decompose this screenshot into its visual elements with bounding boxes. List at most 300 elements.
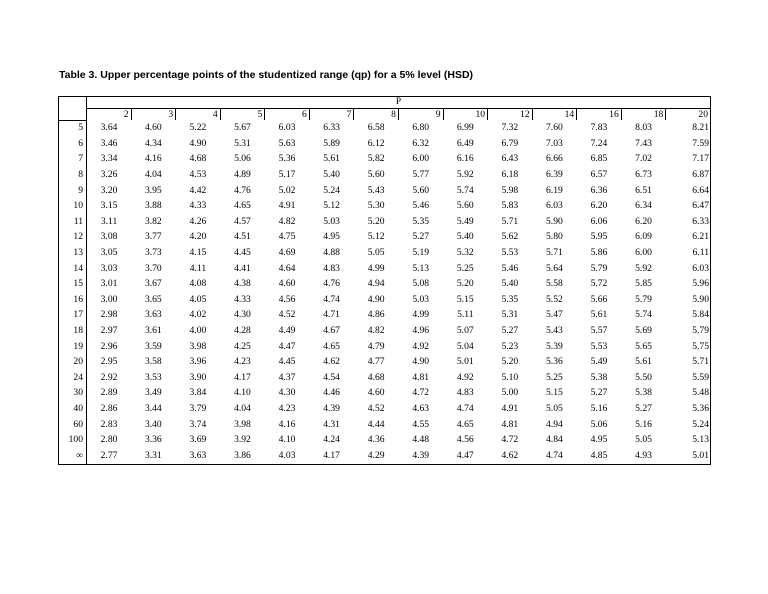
value-cell: 4.72 (501, 434, 519, 446)
value-cell: 4.25 (234, 340, 251, 352)
value-cell: 7.03 (546, 137, 563, 149)
column-header: 3 (131, 109, 176, 121)
table-row (59, 323, 711, 339)
value-cell: 7.43 (635, 137, 652, 149)
value-cell: 3.61 (144, 325, 162, 337)
value-cell: 5.61 (635, 356, 652, 368)
value-cell: 4.81 (501, 418, 519, 430)
value-cell: 3.96 (189, 356, 207, 368)
value-cell: 4.96 (412, 325, 430, 337)
value-cell: 6.03 (278, 122, 296, 134)
value-cell: 4.45 (278, 356, 296, 368)
value-cell: 6.87 (666, 167, 711, 183)
value-cell: 8.21 (666, 120, 711, 136)
value-cell: 4.62 (323, 356, 340, 368)
value-cell: 4.84 (546, 434, 563, 446)
column-header: 18 (621, 109, 666, 121)
value-cell: 7.02 (635, 153, 652, 165)
value-cell: 4.48 (412, 434, 430, 446)
value-cell: 5.52 (546, 293, 563, 305)
value-cell: 4.17 (234, 371, 251, 383)
value-cell: 4.89 (234, 169, 251, 181)
value-cell: 3.46 (100, 137, 118, 149)
value-cell: 5.50 (635, 371, 652, 383)
table-header (59, 97, 711, 121)
value-cell: 5.86 (590, 247, 608, 259)
value-cell: 5.61 (590, 309, 608, 321)
value-cell: 4.11 (189, 262, 207, 274)
value-cell: 4.65 (456, 418, 474, 430)
value-cell: 5.65 (635, 340, 652, 352)
value-cell: 5.75 (666, 339, 711, 355)
value-cell: 6.80 (412, 122, 430, 134)
value-cell: 5.60 (456, 200, 474, 212)
value-cell: 3.88 (144, 200, 162, 212)
value-cell: 7.83 (590, 122, 608, 134)
table-row (59, 230, 711, 246)
value-cell: 4.81 (412, 371, 430, 383)
value-cell: 5.48 (666, 386, 711, 402)
value-cell: 5.05 (367, 247, 385, 259)
value-cell: 4.15 (189, 247, 207, 259)
value-cell: 3.00 (100, 293, 118, 305)
p-header-row (59, 97, 711, 109)
value-cell: 5.03 (323, 215, 340, 227)
value-cell: 5.84 (666, 308, 711, 324)
value-cell: 4.33 (234, 293, 251, 305)
value-cell: 5.10 (501, 371, 519, 383)
table-row (59, 136, 711, 152)
value-cell: 6.03 (666, 261, 711, 277)
value-cell: 6.12 (367, 137, 385, 149)
value-cell: 3.65 (144, 293, 162, 305)
value-cell: 5.16 (590, 402, 608, 414)
value-cell: 6.58 (367, 122, 385, 134)
table-row (59, 152, 711, 168)
value-cell: 4.55 (412, 418, 430, 430)
value-cell: 4.52 (278, 309, 296, 321)
column-header: 14 (532, 109, 577, 121)
value-cell: 5.13 (666, 432, 711, 448)
table-row (59, 292, 711, 308)
value-cell: 6.20 (635, 215, 652, 227)
value-cell: 4.65 (323, 340, 340, 352)
df-cell: 15 (59, 276, 87, 292)
value-cell: 5.40 (501, 278, 519, 290)
value-cell: 5.46 (501, 262, 519, 274)
value-cell: 4.88 (323, 247, 340, 259)
value-cell: 5.27 (412, 231, 430, 243)
value-cell: 6.33 (323, 122, 340, 134)
value-cell: 4.90 (189, 137, 207, 149)
value-cell: 4.63 (412, 402, 430, 414)
value-cell: 4.99 (367, 262, 385, 274)
table-row (59, 120, 711, 136)
value-cell: 5.69 (635, 325, 652, 337)
df-cell: 10 (59, 198, 87, 214)
df-cell: 30 (59, 386, 87, 402)
value-cell: 4.49 (278, 325, 296, 337)
column-header: 8 (354, 109, 399, 121)
value-cell: 5.36 (666, 401, 711, 417)
df-cell: 5 (59, 120, 87, 136)
value-cell: 4.31 (323, 418, 340, 430)
value-cell: 4.74 (456, 402, 474, 414)
value-cell: 5.20 (456, 278, 474, 290)
value-cell: 5.15 (546, 387, 563, 399)
df-cell: 7 (59, 152, 87, 168)
value-cell: 5.98 (501, 184, 519, 196)
value-cell: 5.20 (367, 215, 385, 227)
value-cell: 4.95 (323, 231, 340, 243)
column-header: 9 (398, 109, 443, 121)
value-cell: 5.27 (590, 387, 608, 399)
value-cell: 6.34 (635, 200, 652, 212)
table-row (59, 276, 711, 292)
value-cell: 5.05 (635, 434, 652, 446)
value-cell: 5.27 (501, 325, 519, 337)
table-row (59, 214, 711, 230)
value-cell: 6.66 (546, 153, 563, 165)
value-cell: 4.47 (443, 448, 488, 464)
column-header: 4 (176, 109, 221, 121)
column-header: 20 (666, 109, 711, 121)
value-cell: 6.00 (412, 153, 430, 165)
value-cell: 3.03 (100, 262, 118, 274)
value-cell: 5.66 (590, 293, 608, 305)
value-cell: 5.47 (546, 309, 563, 321)
value-cell: 4.46 (323, 387, 340, 399)
value-cell: 4.17 (309, 448, 354, 464)
value-cell: 2.77 (87, 448, 132, 464)
value-cell: 6.20 (590, 200, 608, 212)
df-cell: 8 (59, 167, 87, 183)
df-cell: 11 (59, 214, 87, 230)
value-cell: 5.06 (234, 153, 251, 165)
value-cell: 3.15 (100, 200, 118, 212)
table-body (59, 120, 711, 464)
table-row (59, 261, 711, 277)
value-cell: 4.90 (367, 293, 385, 305)
value-cell: 3.40 (144, 418, 162, 430)
value-cell: 3.92 (234, 434, 251, 446)
value-cell: 5.49 (456, 215, 474, 227)
studentized-range-table (58, 96, 711, 465)
value-cell: 5.83 (501, 200, 519, 212)
value-cell: 5.95 (590, 231, 608, 243)
value-cell: 5.24 (323, 184, 340, 196)
value-cell: 4.30 (234, 309, 251, 321)
value-cell: 4.16 (278, 418, 296, 430)
value-cell: 4.04 (234, 402, 251, 414)
value-cell: 4.05 (189, 293, 207, 305)
value-cell: 5.61 (323, 153, 340, 165)
value-cell: 5.30 (367, 200, 385, 212)
column-header: 16 (577, 109, 622, 121)
value-cell: 5.77 (412, 169, 430, 181)
value-cell: 3.49 (144, 387, 162, 399)
value-cell: 4.92 (412, 340, 430, 352)
value-cell: 6.99 (456, 122, 474, 134)
value-cell: 3.63 (176, 448, 221, 464)
value-cell: 3.74 (189, 418, 207, 430)
table-row (59, 339, 711, 355)
value-cell: 6.43 (501, 153, 519, 165)
df-cell: 6 (59, 136, 87, 152)
value-cell: 5.74 (456, 184, 474, 196)
value-cell: 5.40 (456, 231, 474, 243)
df-cell: 9 (59, 183, 87, 199)
value-cell: 5.59 (666, 370, 711, 386)
value-cell: 4.69 (278, 247, 296, 259)
value-cell: 8.03 (635, 122, 652, 134)
value-cell: 5.71 (666, 354, 711, 370)
value-cell: 7.59 (666, 136, 711, 152)
table-row (59, 370, 711, 386)
column-header: 10 (443, 109, 488, 121)
column-header: 2 (87, 109, 132, 121)
value-cell: 5.01 (666, 448, 711, 464)
value-cell: 5.43 (546, 325, 563, 337)
value-cell: 4.60 (278, 278, 296, 290)
value-cell: 5.02 (278, 184, 296, 196)
value-cell: 5.72 (590, 278, 608, 290)
value-cell: 5.27 (635, 402, 652, 414)
value-cell: 7.32 (501, 122, 519, 134)
value-cell: 5.25 (546, 371, 563, 383)
value-cell: 5.31 (501, 309, 519, 321)
df-cell: 13 (59, 245, 87, 261)
value-cell: 6.57 (590, 169, 608, 181)
df-cell: 20 (59, 354, 87, 370)
value-cell: 4.76 (234, 184, 251, 196)
table-row (59, 183, 711, 199)
df-cell: 60 (59, 417, 87, 433)
value-cell: 4.74 (323, 293, 340, 305)
value-cell: 4.68 (189, 153, 207, 165)
value-cell: 3.20 (100, 184, 118, 196)
value-cell: 4.60 (144, 122, 162, 134)
value-cell: 4.79 (367, 340, 385, 352)
value-cell: 3.98 (189, 340, 207, 352)
value-cell: 4.95 (590, 434, 608, 446)
value-cell: 3.70 (144, 262, 162, 274)
value-cell: 6.00 (635, 247, 652, 259)
df-cell: 16 (59, 292, 87, 308)
value-cell: 5.22 (189, 122, 207, 134)
value-cell: 6.19 (546, 184, 563, 196)
value-cell: 6.06 (590, 215, 608, 227)
value-cell: 4.86 (367, 309, 385, 321)
value-cell: 3.64 (100, 122, 118, 134)
value-cell: 5.00 (501, 387, 519, 399)
df-cell: 19 (59, 339, 87, 355)
value-cell: 2.83 (100, 418, 118, 430)
value-cell: 5.17 (278, 169, 296, 181)
value-cell: 6.47 (666, 198, 711, 214)
value-cell: 5.12 (323, 200, 340, 212)
df-cell: 100 (59, 432, 87, 448)
value-cell: 6.16 (456, 153, 474, 165)
value-cell: 4.10 (234, 387, 251, 399)
value-cell: 4.38 (234, 278, 251, 290)
table-row (59, 401, 711, 417)
value-cell: 5.90 (546, 215, 563, 227)
value-cell: 4.34 (144, 137, 162, 149)
value-cell: 5.35 (501, 293, 519, 305)
value-cell: 4.91 (501, 402, 519, 414)
value-cell: 3.34 (100, 153, 118, 165)
value-cell: 4.16 (144, 153, 162, 165)
value-cell: 3.44 (144, 402, 162, 414)
value-cell: 6.11 (666, 245, 711, 261)
value-cell: 4.00 (189, 325, 207, 337)
value-cell: 4.10 (278, 434, 296, 446)
value-cell: 4.65 (234, 200, 251, 212)
value-cell: 5.49 (590, 356, 608, 368)
value-cell: 5.32 (456, 247, 474, 259)
value-cell: 5.12 (367, 231, 385, 243)
value-cell: 4.83 (323, 262, 340, 274)
value-cell: 4.85 (577, 448, 622, 464)
value-cell: 3.05 (100, 247, 118, 259)
value-cell: 4.67 (323, 325, 340, 337)
value-cell: 2.95 (100, 356, 118, 368)
value-cell: 4.82 (367, 325, 385, 337)
value-cell: 5.01 (456, 356, 474, 368)
value-cell: 4.56 (278, 293, 296, 305)
value-cell: 6.09 (635, 231, 652, 243)
value-cell: 3.73 (144, 247, 162, 259)
value-cell: 3.90 (189, 371, 207, 383)
df-cell: 18 (59, 323, 87, 339)
value-cell: 5.64 (546, 262, 563, 274)
value-cell: 4.90 (412, 356, 430, 368)
value-cell: 5.57 (590, 325, 608, 337)
value-cell: 4.26 (189, 215, 207, 227)
value-cell: 5.79 (666, 323, 711, 339)
value-cell: 6.85 (590, 153, 608, 165)
value-cell: 5.74 (635, 309, 652, 321)
p-label: P (87, 97, 711, 109)
value-cell: 4.39 (323, 402, 340, 414)
value-cell: 4.08 (189, 278, 207, 290)
value-cell: 3.67 (144, 278, 162, 290)
value-cell: 4.44 (367, 418, 385, 430)
df-cell: ∞ (59, 448, 87, 464)
value-cell: 4.57 (234, 215, 251, 227)
value-cell: 5.31 (234, 137, 251, 149)
value-cell: 5.35 (412, 215, 430, 227)
value-cell: 6.33 (666, 214, 711, 230)
table-row (59, 167, 711, 183)
value-cell: 5.36 (546, 356, 563, 368)
value-cell: 5.08 (412, 278, 430, 290)
value-cell: 6.64 (666, 183, 711, 199)
value-cell: 6.39 (546, 169, 563, 181)
column-header-row (59, 109, 711, 121)
value-cell: 5.40 (323, 169, 340, 181)
value-cell: 3.69 (189, 434, 207, 446)
value-cell: 6.18 (501, 169, 519, 181)
value-cell: 5.36 (278, 153, 296, 165)
value-cell: 7.17 (666, 152, 711, 168)
value-cell: 4.93 (621, 448, 666, 464)
value-cell: 4.54 (323, 371, 340, 383)
table-row (59, 198, 711, 214)
value-cell: 4.52 (367, 402, 385, 414)
value-cell: 5.96 (666, 276, 711, 292)
value-cell: 7.24 (590, 137, 608, 149)
table-row (59, 417, 711, 433)
df-header-cell (59, 97, 87, 121)
value-cell: 5.04 (456, 340, 474, 352)
value-cell: 4.64 (278, 262, 296, 274)
value-cell: 4.03 (265, 448, 310, 464)
value-cell: 5.19 (412, 247, 430, 259)
table-row (59, 432, 711, 448)
value-cell: 6.21 (666, 230, 711, 246)
value-cell: 4.36 (367, 434, 385, 446)
table-row (59, 308, 711, 324)
value-cell: 7.60 (546, 122, 563, 134)
table-title: Table 3. Upper percentage points of the studentized range (qp) for a 5% level (HSD) (59, 69, 474, 81)
value-cell: 4.23 (278, 402, 296, 414)
table-row (59, 448, 711, 464)
value-cell: 2.80 (100, 434, 118, 446)
value-cell: 6.73 (635, 169, 652, 181)
value-cell: 5.60 (412, 184, 430, 196)
value-cell: 5.38 (590, 371, 608, 383)
value-cell: 5.71 (546, 247, 563, 259)
value-cell: 5.16 (635, 418, 652, 430)
value-cell: 4.53 (189, 169, 207, 181)
value-cell: 5.62 (501, 231, 519, 243)
value-cell: 4.51 (234, 231, 251, 243)
value-cell: 4.04 (144, 169, 162, 181)
value-cell: 4.45 (234, 247, 251, 259)
value-cell: 5.63 (278, 137, 296, 149)
value-cell: 5.89 (323, 137, 340, 149)
value-cell: 3.36 (144, 434, 162, 446)
value-cell: 3.79 (189, 402, 207, 414)
value-cell: 4.99 (412, 309, 430, 321)
value-cell: 3.53 (144, 371, 162, 383)
value-cell: 5.43 (367, 184, 385, 196)
value-cell: 2.92 (100, 371, 118, 383)
value-cell: 5.24 (666, 417, 711, 433)
value-cell: 2.97 (100, 325, 118, 337)
value-cell: 4.37 (278, 371, 296, 383)
column-header: 12 (488, 109, 533, 121)
value-cell: 5.92 (456, 169, 474, 181)
value-cell: 3.98 (234, 418, 251, 430)
value-cell: 4.83 (456, 387, 474, 399)
value-cell: 4.60 (367, 387, 385, 399)
value-cell: 4.02 (189, 309, 207, 321)
value-cell: 2.96 (100, 340, 118, 352)
value-cell: 4.33 (189, 200, 207, 212)
value-cell: 4.24 (323, 434, 340, 446)
value-cell: 5.67 (234, 122, 251, 134)
column-header: 6 (265, 109, 310, 121)
value-cell: 5.07 (456, 325, 474, 337)
value-cell: 5.13 (412, 262, 430, 274)
value-cell: 3.82 (144, 215, 162, 227)
value-cell: 5.11 (457, 309, 474, 321)
value-cell: 6.79 (501, 137, 519, 149)
value-cell: 4.75 (278, 231, 296, 243)
